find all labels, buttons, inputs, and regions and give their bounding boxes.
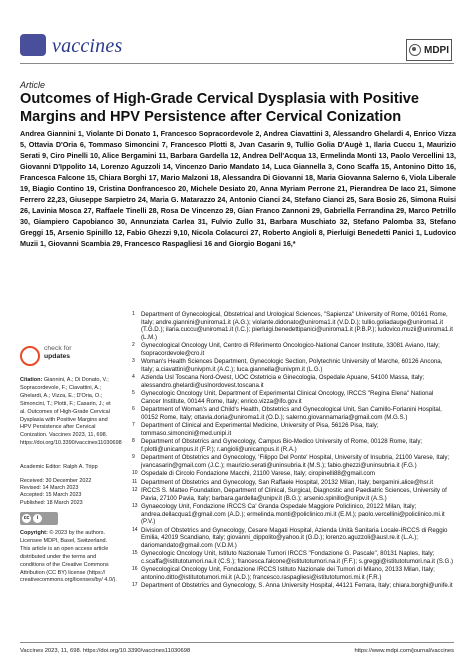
affiliation-item <box>132 527 454 550</box>
footer-rule <box>20 642 454 643</box>
affiliation-number: 7 <box>132 422 135 429</box>
affiliation-item <box>132 503 454 526</box>
affiliation-number: 1 <box>132 311 135 317</box>
affiliation-number: 8 <box>132 438 135 445</box>
header-rule <box>20 63 454 64</box>
dates-block <box>20 478 118 507</box>
affiliation-number: 4 <box>132 374 135 381</box>
affiliation-number: 12 <box>132 487 138 493</box>
affiliation-number: 15 <box>132 550 138 557</box>
journal-logo-icon <box>20 34 46 56</box>
publisher-logo <box>406 39 452 61</box>
affiliation-number: 10 <box>132 470 138 477</box>
date-accepted: Accepted: 15 March 2023 <box>20 492 82 499</box>
affiliation-text: Gynecological Oncology Unit, Centro di Riferimento Oncologico-National Cancer Institute, 33081 Aviano, Italy; fsopracordevole@cro.it <box>141 342 440 358</box>
affiliation-number: 9 <box>132 454 135 461</box>
affiliation-text: Department of Obstetrics and Gynecology, 'Filippo Del Ponte' Hospital, University of Insubria, 21100 Varese, Italy; jvancasarin@gmail.com (J.C.); maurizio.serati@uninsubria.it (M.S.); fabio.ghezzi@uninsubria.it (F.G.) <box>141 454 450 470</box>
affiliation-number: 3 <box>132 358 135 365</box>
copyright-label: Copyright: <box>20 530 48 536</box>
date-published: Published: 18 March 2023 <box>20 499 83 506</box>
affiliation-text: Division of Obstetrics and Gynecology, Cesare Magati Hospital, Azienda Unità Sanitaria Locale-IRCCS di Reggio Emilia, 42019 Scandiano, Italy; giovanni_dippolito@yahoo.it (G.D.); lorenzo.aguzzoli@ausl.re.it (L.A.); dariomandato@gmail.com (V.D.M.) <box>141 526 448 550</box>
affiliation-item <box>132 438 454 453</box>
affiliation-text: Gynecological Oncology Unit, Fondazione IRCCS Istituto Nazionale dei Tumori di Milano, 20133 Milan, Italy; antonino.ditto@istitutotumori.mi.it (A.D.); francesco.raspagliesi@istitutotumori.mi.it (F.R.) <box>141 566 435 582</box>
check-updates-line2: updates <box>44 353 71 360</box>
affiliation-number: 14 <box>132 526 138 533</box>
affiliation-item <box>132 454 454 469</box>
affiliation-text: Department of Clinical and Experimental Medicine, University of Pisa, 56126 Pisa, Italy; tommaso.simoncini@med.unipi.it <box>141 422 379 438</box>
affiliation-item <box>132 479 454 487</box>
publisher-name: MDPI <box>424 44 449 56</box>
affiliation-item <box>132 311 454 342</box>
affiliation-number: 17 <box>132 582 138 589</box>
affiliation-number: 13 <box>132 503 138 509</box>
citation-label: Citation: <box>20 377 43 383</box>
cc-mark-icon: cc <box>23 515 30 521</box>
affiliation-item <box>132 390 454 405</box>
affiliation-item <box>132 422 454 437</box>
affiliation-item <box>132 582 454 590</box>
cc-by-license-icon[interactable] <box>20 512 58 525</box>
footer-journal-link[interactable]: https://www.mdpi.com/journal/vaccines <box>354 648 454 654</box>
date-revised: Revised: 14 March 2023 <box>20 485 79 492</box>
affiliation-text: Department of Woman's and Child's Health, Obstetrics and Gynecological Unit, San Camillo-Forlanini Hospital, 00152 Rome, Italy; ottavia.doria@uniroma1.it (O.D.); salerno.giovannamaria@gmail.com (M.G.S.) <box>141 406 442 422</box>
footer-citation[interactable]: Vaccines 2023, 11, 698. https://doi.org/10.3390/vaccines11030698 <box>20 648 191 654</box>
affiliation-item <box>132 342 454 357</box>
affiliation-text: Woman's Health Sciences Department, Gynecologic Section, Polytechnic University of Marche, 60126 Ancona, Italy; a.ciavattini@univpm.it (A.C.); luca.giannella@univpm.it (L.G.) <box>141 358 443 374</box>
affiliation-list <box>132 311 454 591</box>
affiliation-number: 2 <box>132 342 135 349</box>
affiliation-number: 5 <box>132 390 135 397</box>
affiliation-text: IRCCS S. Matteo Foundation, Department of Clinical, Surgical, Diagnostic and Paediatric Sciences, University of Pavia, 27100 Pavia, Italy; barbara.gardella@unipv.it (B.G.); arsenio.spinillo@unipv.it (A.S.) <box>141 487 447 502</box>
affiliation-item <box>132 406 454 421</box>
affiliation-text: Department of Obstetrics and Gynecology, San Raffaele Hospital, 20132 Milan, Italy; bergamini.alice@hsr.it <box>141 478 434 486</box>
academic-editor: Academic Editor: Ralph A. Tripp <box>20 464 98 470</box>
affiliation-text: Ospedale di Circolo Fondazione Macchi, 21100 Varese, Italy; ciropinelli88@gmail.com <box>141 470 376 478</box>
affiliation-number: 6 <box>132 406 135 413</box>
affiliation-item <box>132 566 454 581</box>
affiliation-text: Gynecologic Oncology Unit, Department of Experimental Clinical Oncology, IRCCS "Regina Elena" National Cancer Institute, 00144 Rome, Italy; enrico.vizza@ifo.gov.it <box>141 390 434 406</box>
check-updates-icon[interactable] <box>20 346 40 366</box>
affiliation-item <box>132 358 454 373</box>
affiliation-item <box>132 487 454 502</box>
date-received: Received: 30 December 2022 <box>20 478 92 484</box>
by-mark-icon: i <box>33 514 42 523</box>
affiliation-text: Gynaecology Unit, Fondazione IRCCS Ca' Granda Ospedale Maggiore Policlinico, 20122 Milan, Italy; andrea.dellacqua1@gmail.com (A.D.); ermelinda.monti@policlinico.mi.it (E.M.); paolo.vercellini@policlinico.mi.it (P.V.) <box>141 503 445 526</box>
affiliation-item <box>132 550 454 565</box>
journal-name: vaccines <box>52 35 123 57</box>
affiliation-item <box>132 470 454 478</box>
affiliation-text: Department of Obstetrics and Gynecology, Campus Bio-Medico University of Rome, 00128 Rome, Italy; f.plotti@unicampus.it (F.P.); r.angioli@unicampus.it (R.A.) <box>141 438 423 454</box>
mdpi-mark-icon <box>409 44 421 56</box>
check-updates-button[interactable] <box>44 345 72 361</box>
affiliation-text: Azienda Usl Toscana Nord-Ovest, UOC Ostetricia e Ginecologia, Ospedale Apuane, 54100 Massa, Italy; alessandro.ghelardi@uslnordovest.toscana.it <box>141 374 425 390</box>
check-updates-line1: check for <box>44 345 72 352</box>
citation-block <box>20 377 122 448</box>
affiliation-text: Department of Obstetrics and Gynecology, S. Anna University Hospital, 44121 Ferrara, Italy; chiara.borghi@unife.it <box>141 582 453 590</box>
copyright-text: © 2023 by the authors. Licensee MDPI, Basel, Switzerland. This article is an open access article distributed under the terms and conditions of the Creative Commons Attribution (CC BY) license (https:// creativecommons.org/licenses/by/ 4.0/). <box>20 530 117 584</box>
affiliation-number: 11 <box>132 478 138 485</box>
article-type: Article <box>20 80 46 90</box>
affiliation-text: Department of Gynecological, Obstetrical and Urological Sciences, "Sapienza" University of Rome, 00161 Rome, Italy; andre.giannini@uniroma1.it (A.G.); violante.didonato@uniroma1.it (V.D.D.); tullio.goliadauge@uniroma1.it (T.G.D.); ilaria.cuccu@uniroma1.it (I.C.); pierluigi.benedettipanici@uniroma1.it (P.B.P.); ludovico.muzii@uniroma1.it (L.M.) <box>141 311 453 342</box>
author-list: Andrea Giannini 1, Violante Di Donato 1, Francesco Sopracordevole 2, Andrea Ciavattini 3, Alessandro Ghelardi 4, Enrico Vizza 5, Ottavia D'Oria 6, Tommaso Simoncini 7, Francesco Plotti 8, Jvan Casarin 9, Tullio Golia D'Augè 1, Ilaria Cuccu 1, Maurizio Serati 9, Ciro Pinelli 10, Alice Bergamini 11, Barbara Gardella 12, Andrea Dell'Acqua 13, Ermelinda Monti 13, Paolo Vercellini 13, Giovanni D'Ippolito 14, Lorenzo Aguzzoli 14, Vincenzo Dario Mandato 14, Luca Giannella 3, Cono Scaffa 15, Antonino Ditto 16, Francesca Falcone 15, Chiara Borghi 17, Mario Malzoni 18, Alessandra Di Giovanni 18, Maria Giovanna Salerno 6, Viola Liberale 19, Biagio Contino 19, Cristina Donfrancesco 20, Michele Desiato 20, Anna Myriam Perrone 21, Pierandrea De Iaco 21, Simone Ferrero 22,23, Giuseppe Sarpietro 24, Maria G. Matarazzo 24, Antonio Cianci 24, Stefano Cianci 25, Sara Bosio 26, Simona Ruisi 26, Lavinia Mosca 27, Raffaele Tinelli 28, Rosa De Vincenzo 29, Gian Franco Zannoni 29, Gabriella Ferrandina 29, Marco Petrillo 30, Giampiero Capobianco 30, Annunziata Carlea 31, Fulvio Zullo 31, Barbara Muschiato 32, Stefano Palomba 33, Stefano Greggi 15, Arsenio Spinillo 12, Fabio Ghezzi 9,10, Nicola Colacurci 27, Roberto Angioli 8, Pierluigi Benedetti Panici 1, Ludovico Muzii 1, Giovanni Scambia 29, Francesco Raspagliesi 16 and Giorgio Bogani 16,* <box>20 129 456 248</box>
paper-title: Outcomes of High-Grade Cervical Dysplasia with Positive Margins and HPV Persistence after Cervical Conization <box>20 91 420 125</box>
citation-text: Giannini, A.; Di Donato, V.; Sopracordevole, F.; Ciavattini, A.; Ghelardi, A.; Vizza, E.; D'Oria, O.; Simoncini, T.; Plotti, F.; Casarin, J.; et al. Outcomes of High-Grade Cervical Dysplasia with Positive Margins and HPV Persistence after Cervical Conization. Vaccines 2023, 11, 698. https://doi.org/10.3390/vaccines11030698 <box>20 377 122 447</box>
affiliation-item <box>132 374 454 389</box>
affiliation-number: 16 <box>132 566 138 573</box>
affiliation-text: Gynecologic Oncology Unit, Istituto Nazionale Tumori IRCCS "Fondazione G. Pascale", 80131 Naples, Italy; c.scaffa@istitutotumori.na.it (C.S.); francesca.falcone@istitutotumori.na.it (F.F.); s.greggi@istitutotumori.na.it (S.G.) <box>141 550 454 566</box>
copyright-block <box>20 530 118 585</box>
